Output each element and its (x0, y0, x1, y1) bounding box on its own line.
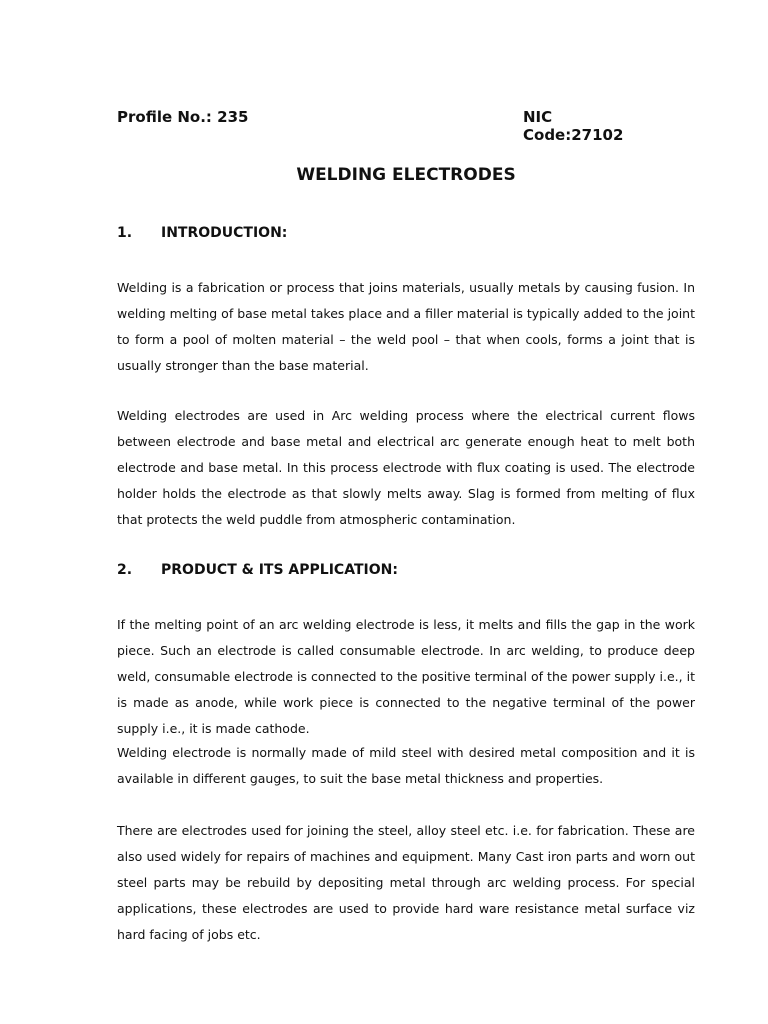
profile-number: Profile No.: 235 (117, 108, 249, 126)
document-header (117, 108, 657, 144)
paragraph: Welding is a fabrication or process that joins materials, usually metals by causing fusion. In welding melting of base metal takes place and a filler material is typically added to the joint to form a pool of molten material – the weld pool – that when cools, forms a joint that is usually stronger than the base material. (117, 280, 695, 373)
paragraph: There are electrodes used for joining the steel, alloy steel etc. i.e. for fabrication. These are also used widely for repairs of machines and equipment. Many Cast iron parts and worn out steel parts may be rebuild by depositing metal through arc welding process. For special applications, these electrodes are used to provide hard ware resistance metal surface viz hard facing of jobs etc. (117, 823, 695, 942)
nic-code: NIC Code:27102 (523, 108, 624, 144)
document-title: WELDING ELECTRODES (296, 165, 516, 185)
section-title: INTRODUCTION: (161, 225, 288, 241)
paragraph: If the melting point of an arc welding electrode is less, it melts and fills the gap in the work piece. Such an electrode is called consumable electrode. In arc welding, to produce deep weld, consumable electrode is connected to the positive terminal of the power supply i.e., it is made as anode, while work piece is connected to the negative terminal of the power supply i.e., it is made cathode. (117, 617, 695, 736)
section-number: 1. (117, 225, 133, 241)
section-title: PRODUCT & ITS APPLICATION: (161, 562, 398, 578)
paragraph: Welding electrodes are used in Arc welding process where the electrical current flows between electrode and base metal and electrical arc generate enough heat to melt both electrode and base metal. In this process electrode with flux coating is used. The electrode holder holds the electrode as that slowly melts away. Slag is formed from melting of flux that protects the weld puddle from atmospheric contamination. (117, 408, 695, 527)
paragraph: Welding electrode is normally made of mild steel with desired metal composition and it is available in different gauges, to suit the base metal thickness and properties. (117, 745, 695, 786)
section-number: 2. (117, 562, 133, 578)
